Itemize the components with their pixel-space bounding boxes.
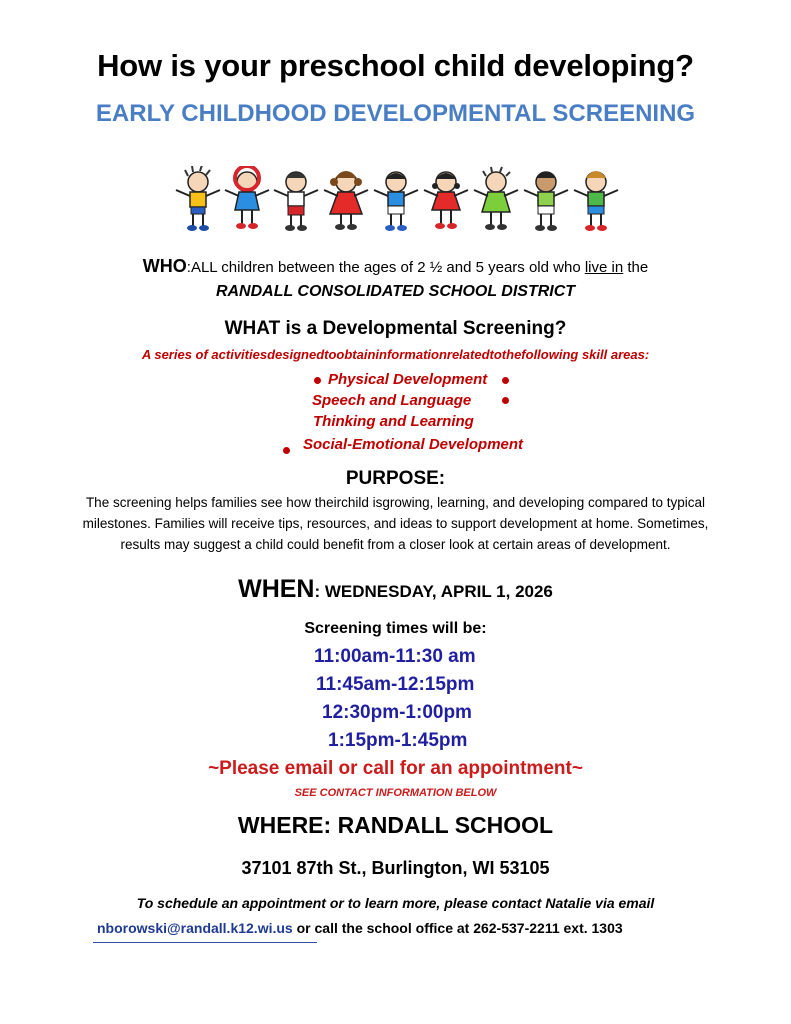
what-heading: WHAT is a Developmental Screening? xyxy=(224,318,567,339)
child-figure-4 xyxy=(324,171,368,230)
page-title: How is your preschool child developing? xyxy=(97,48,694,83)
who-underlined: live in xyxy=(584,259,624,276)
who-line xyxy=(0,256,791,277)
who-text: :ALL children between the ages of 2 ½ and 5 years old who xyxy=(186,259,585,276)
children-illustration xyxy=(170,166,620,236)
email-link[interactable]: nborowski@randall.k12.wi.us xyxy=(97,920,293,936)
child-figure-7 xyxy=(474,167,518,230)
where-heading: WHERE: RANDALL SCHOOL xyxy=(237,812,554,838)
screening-time: 1:15pm-1:45pm xyxy=(328,730,468,751)
appointment-note: ~Please email or call for an appointment~ xyxy=(208,758,583,779)
bullet-dot xyxy=(314,377,321,384)
purpose-line: milestones. Families will receive tips, resources, and ideas to support development at home. Sometimes, xyxy=(82,516,709,531)
child-figure-9 xyxy=(574,171,618,231)
child-figure-6 xyxy=(424,172,468,229)
screening-times-label: Screening times will be: xyxy=(304,620,487,637)
email-underline xyxy=(93,942,317,943)
child-figure-8 xyxy=(524,172,568,231)
address: 37101 87th St., Burlington, WI 53105 xyxy=(241,858,550,878)
when-label: WHEN xyxy=(238,575,315,603)
see-contact-note: SEE CONTACT INFORMATION BELOW xyxy=(294,787,497,799)
phone-text: or call the school office at 262-537-2211 ext. 1303 xyxy=(292,920,623,936)
child-figure-2 xyxy=(225,166,269,229)
when-line xyxy=(0,575,791,604)
purpose-heading: PURPOSE: xyxy=(345,468,446,489)
contact-line-2 xyxy=(97,920,623,936)
screening-time: 11:45am-12:15pm xyxy=(316,674,475,695)
skill-item: Social-Emotional Development xyxy=(303,436,524,453)
bullet-dot xyxy=(502,397,509,404)
child-figure-1 xyxy=(176,166,220,231)
what-description: A series of activitiesdesignedtoobtaininformationrelatedtothefollowing skill areas: xyxy=(141,347,650,362)
purpose-line: The screening helps families see how theirchild isgrowing, learning, and developing compared to typical xyxy=(85,495,706,510)
screening-time: 11:00am-11:30 am xyxy=(314,646,476,667)
skill-item: Physical Development xyxy=(328,371,488,388)
who-label: WHO xyxy=(142,256,187,276)
skill-item: Speech and Language xyxy=(312,392,472,409)
bullet-dot xyxy=(502,377,509,384)
screening-time: 12:30pm-1:00pm xyxy=(322,702,472,723)
bullet-dot xyxy=(283,447,290,454)
purpose-line: results may suggest a child could benefit from a closer look at certain areas of development. xyxy=(120,537,671,552)
who-text-after: the xyxy=(623,259,649,276)
child-figure-3 xyxy=(274,172,318,231)
child-figure-5 xyxy=(374,172,418,231)
page-subtitle: EARLY CHILDHOOD DEVELOPMENTAL SCREENING xyxy=(95,100,696,127)
skill-item: Thinking and Learning xyxy=(313,413,474,430)
contact-line: To schedule an appointment or to learn more, please contact Natalie via email xyxy=(136,895,655,911)
when-date: : WEDNESDAY, APRIL 1, 2026 xyxy=(314,582,553,601)
district-name: RANDALL CONSOLIDATED SCHOOL DISTRICT xyxy=(215,283,576,300)
